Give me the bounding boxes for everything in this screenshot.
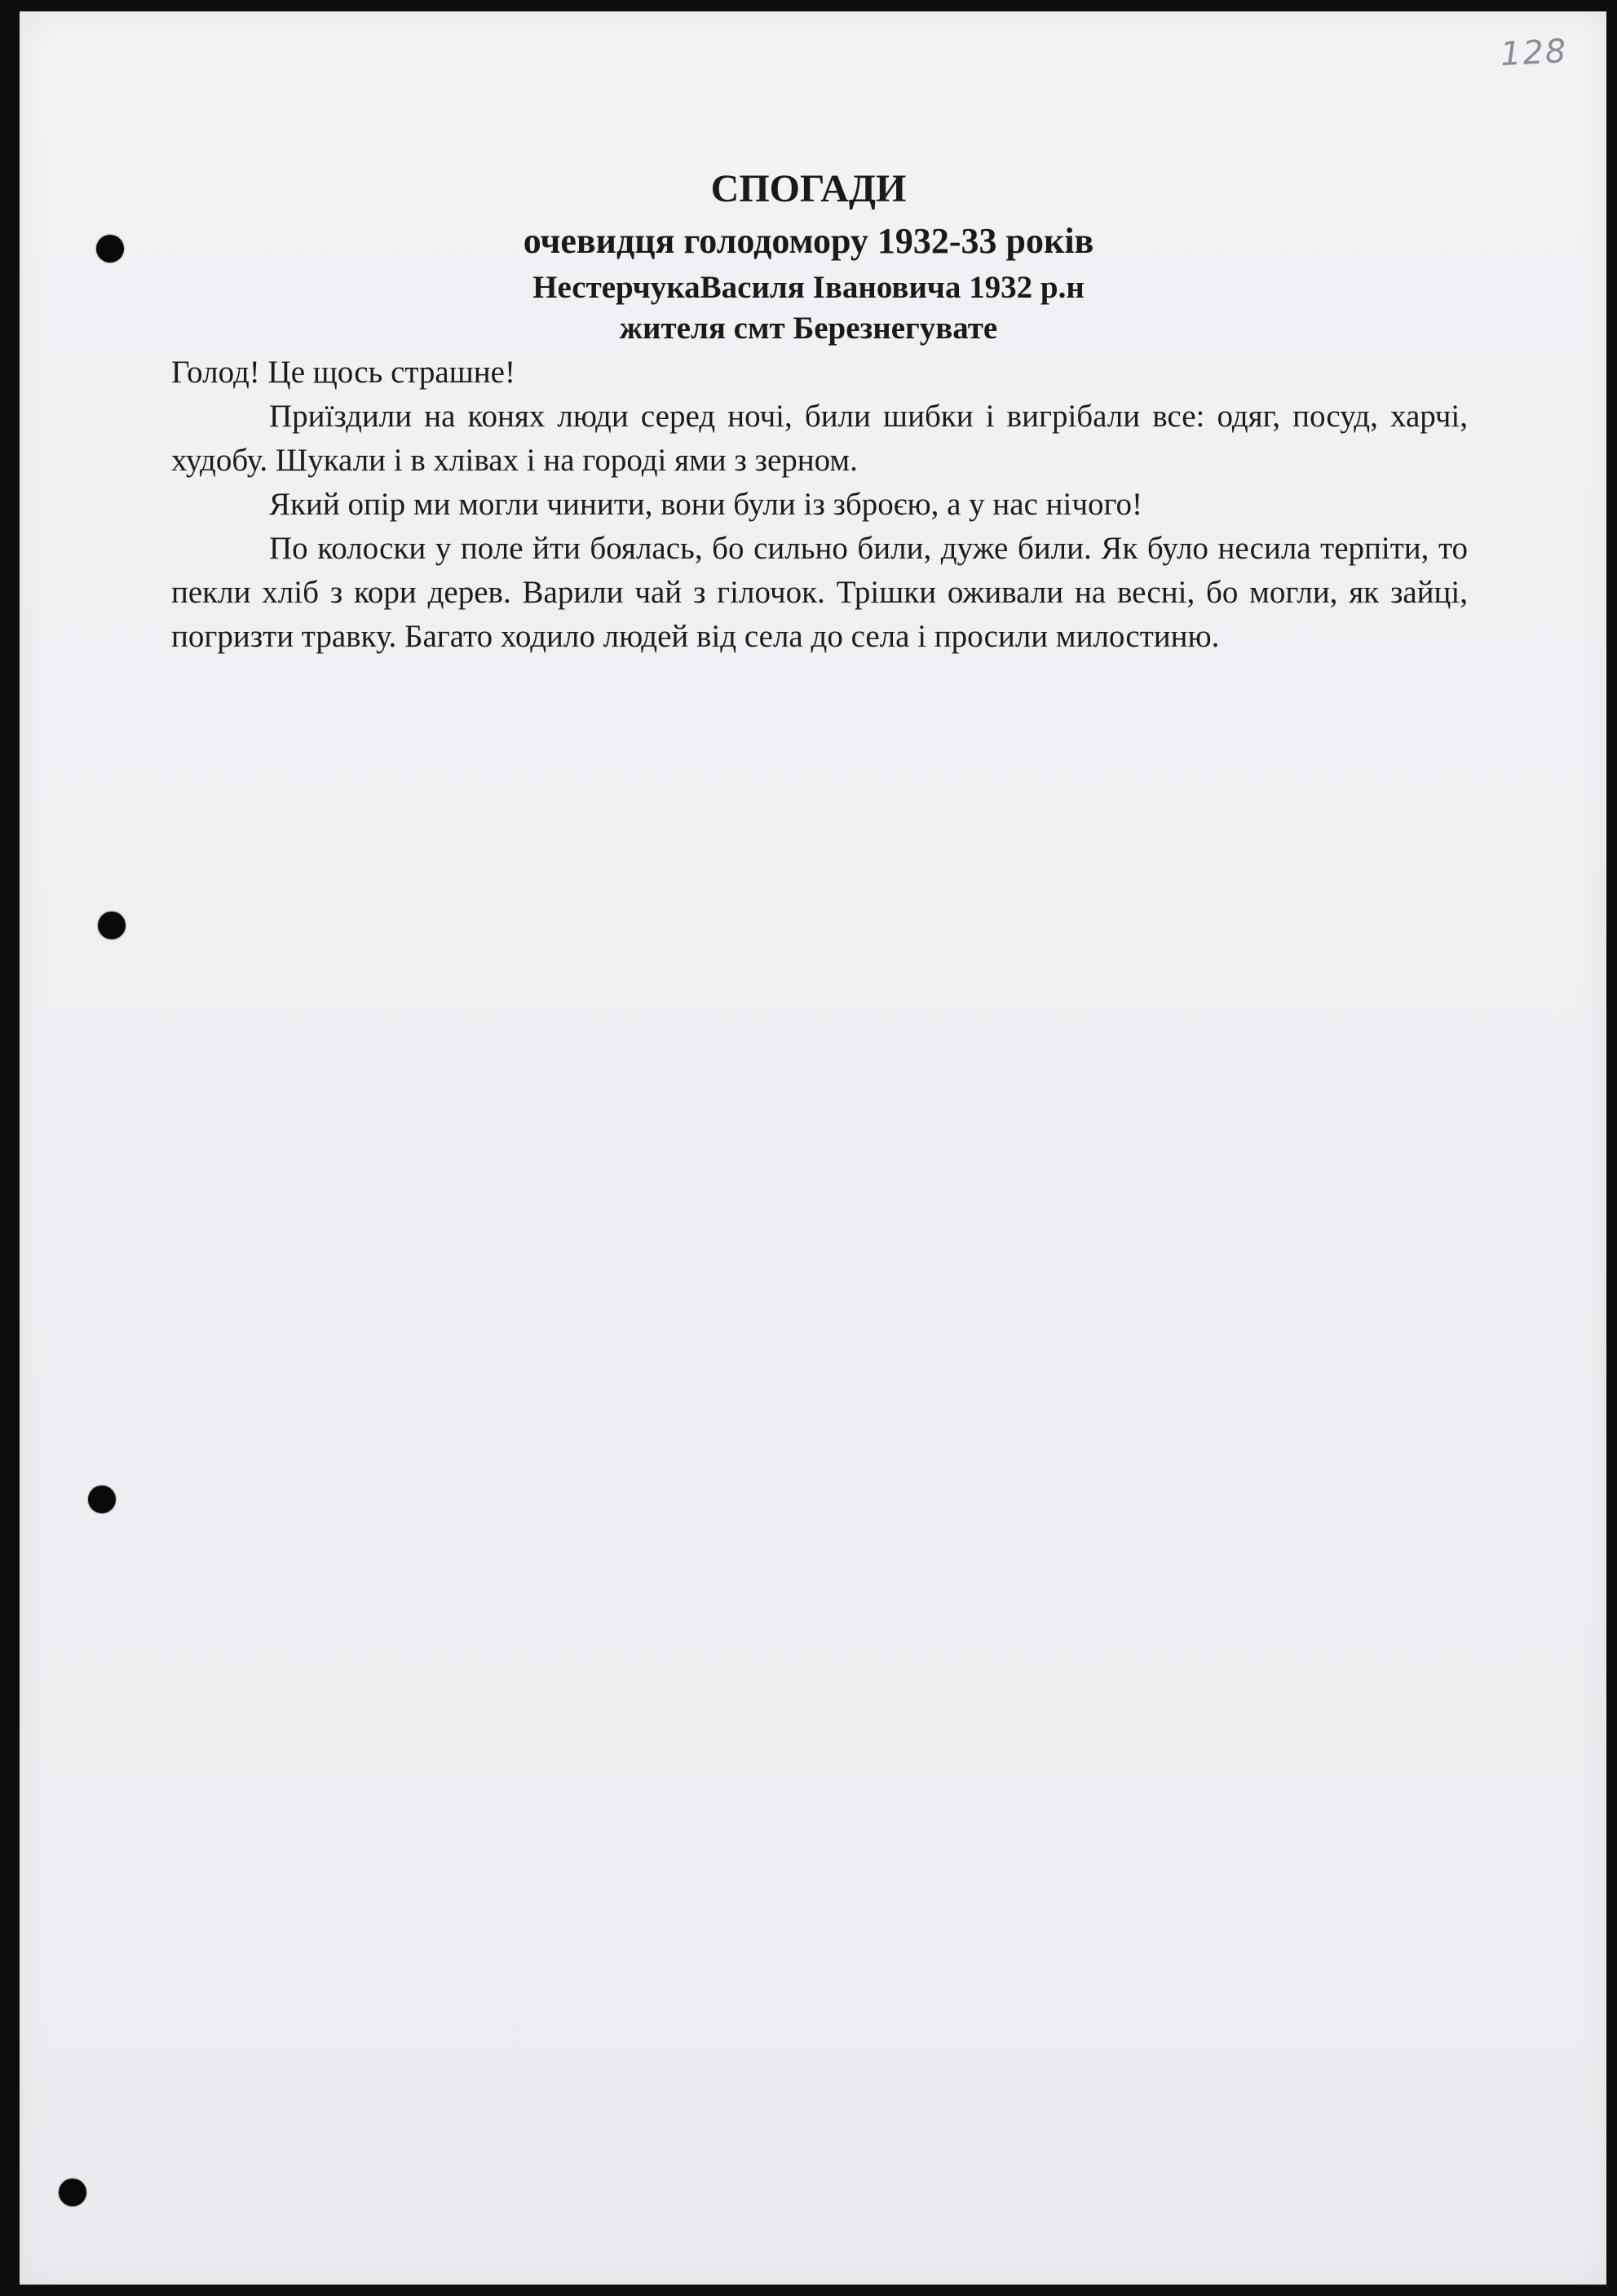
page-number: 128	[1499, 32, 1569, 74]
paragraph: По колоски у поле йти боялась, бо сильно били, дуже били. Як було несила терпіти, то пекли хліб з кори дерев. Варили чай з гілочок. Трішки оживали на весні, бо могли, як зайці, погризти травку. Багато ходило людей від села до села і просили милостиню.	[171, 531, 1468, 654]
paragraph: Приїздили на конях люди серед ночі, били шибки і вигрібали все: одяг, посуд, харчі, худобу. Шукали і в хлівах і на городі ями з зерном.	[171, 399, 1468, 478]
witness-name: НестерчукаВасиля Івановича 1932 р.н	[532, 270, 1085, 305]
document-subtitle: очевидця голодомору 1932-33 років	[523, 221, 1094, 261]
paragraph: Голод! Це щось страшне!	[171, 355, 515, 390]
memoir-text	[171, 351, 1468, 659]
document-title: СПОГАДИ	[710, 167, 907, 210]
punch-hole-icon	[88, 1486, 116, 1513]
punch-hole-icon	[59, 2179, 86, 2206]
paragraph: Який опір ми могли чинити, вони були із зброєю, а у нас нічого!	[269, 487, 1142, 522]
punch-hole-icon	[98, 912, 126, 939]
witness-residence: жителя смт Березнегувате	[619, 311, 998, 346]
